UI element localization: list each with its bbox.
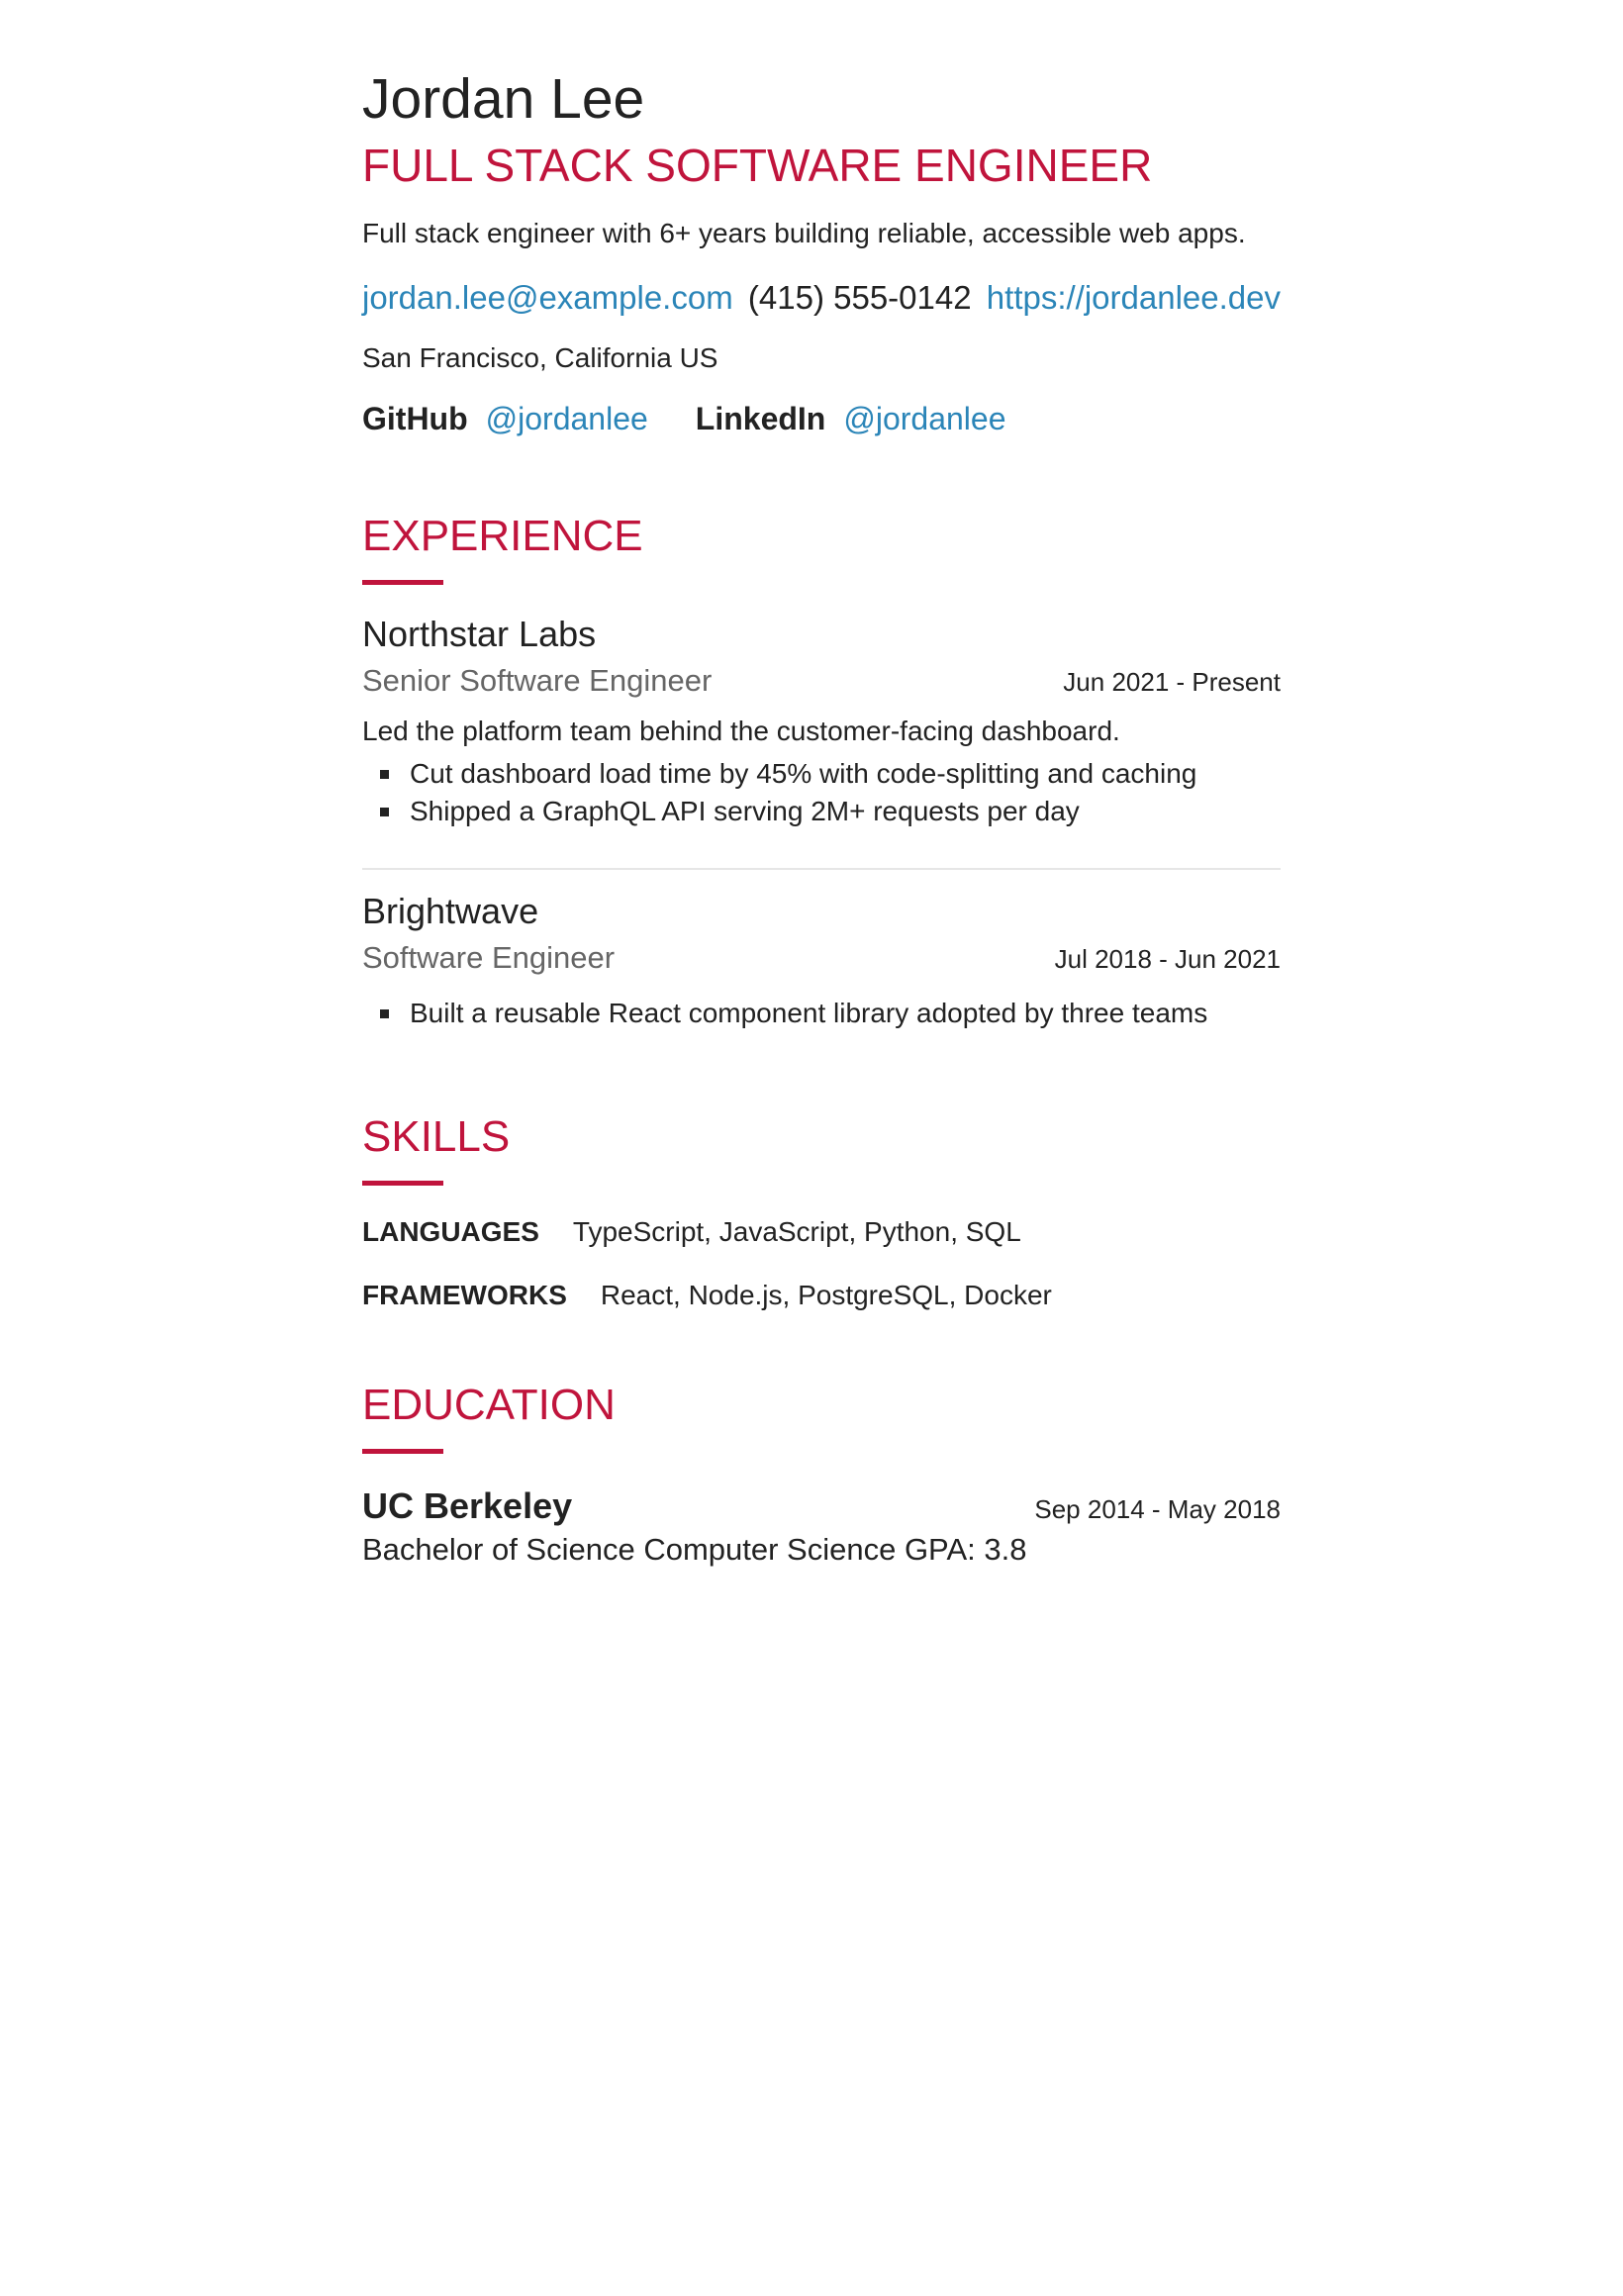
job-meta <box>362 660 1281 702</box>
candidate-headline: FULL STACK SOFTWARE ENGINEER <box>362 140 1153 191</box>
website-link[interactable]: https://jordanlee.dev <box>986 279 1281 316</box>
job-position: Senior Software Engineer <box>362 663 713 698</box>
skill-keywords: React, Node.js, PostgreSQL, Docker <box>600 1280 1052 1310</box>
skills-section <box>362 1109 1281 1314</box>
institution-name: UC Berkeley <box>362 1485 573 1526</box>
job-dates: Jul 2018 - Jun 2021 <box>1054 944 1281 974</box>
company-name: Brightwave <box>362 891 539 931</box>
resume-header <box>362 61 1281 439</box>
profile-github <box>362 398 648 439</box>
contact-row <box>362 277 1281 319</box>
section-title: SKILLS <box>362 1112 511 1161</box>
section-title: EDUCATION <box>362 1381 616 1429</box>
resume <box>362 61 1281 1571</box>
profile-linkedin <box>696 398 1006 439</box>
job-meta <box>362 937 1281 979</box>
section-rule <box>362 580 443 585</box>
profiles <box>362 398 1281 439</box>
job-highlights <box>362 755 1281 830</box>
education-header <box>362 1483 1281 1529</box>
location: San Francisco, California US <box>362 342 718 373</box>
job-summary: Led the platform team behind the customer-facing dashboard. <box>362 716 1120 746</box>
github-handle-link[interactable]: @jordanlee <box>485 401 648 436</box>
candidate-summary: Full stack engineer with 6+ years building reliable, accessible web apps. <box>362 218 1246 248</box>
job-highlights <box>362 995 1281 1032</box>
job-divider <box>362 868 1281 870</box>
profile-network: GitHub <box>362 401 468 436</box>
section-rule <box>362 1181 443 1186</box>
section-title: EXPERIENCE <box>362 512 643 560</box>
education-section <box>362 1378 1281 1571</box>
education-dates: Sep 2014 - May 2018 <box>1034 1494 1281 1524</box>
phone-number: (415) 555-0142 <box>747 279 972 316</box>
candidate-name: Jordan Lee <box>362 67 645 131</box>
section-rule <box>362 1449 443 1454</box>
experience-section <box>362 509 1281 1032</box>
degree-detail: Bachelor of Science Computer Science GPA: 3.8 <box>362 1532 1027 1567</box>
highlight-item: Built a reusable React component library adopted by three teams <box>410 995 1281 1032</box>
skill-row <box>362 1213 1281 1251</box>
linkedin-handle-link[interactable]: @jordanlee <box>843 401 1006 436</box>
skill-category: FRAMEWORKS <box>362 1280 567 1310</box>
email-link[interactable]: jordan.lee@example.com <box>362 279 733 316</box>
skill-row <box>362 1277 1281 1314</box>
company-name: Northstar Labs <box>362 614 597 654</box>
highlight-item: Cut dashboard load time by 45% with code-splitting and caching <box>410 755 1281 793</box>
profile-network: LinkedIn <box>695 401 826 436</box>
skill-category: LANGUAGES <box>362 1216 539 1247</box>
skill-keywords: TypeScript, JavaScript, Python, SQL <box>572 1216 1021 1247</box>
job-dates: Jun 2021 - Present <box>1063 667 1281 697</box>
job-entry <box>362 611 1281 830</box>
highlight-item: Shipped a GraphQL API serving 2M+ requests per day <box>410 793 1281 830</box>
job-entry <box>362 888 1281 1032</box>
job-position: Software Engineer <box>362 940 616 975</box>
